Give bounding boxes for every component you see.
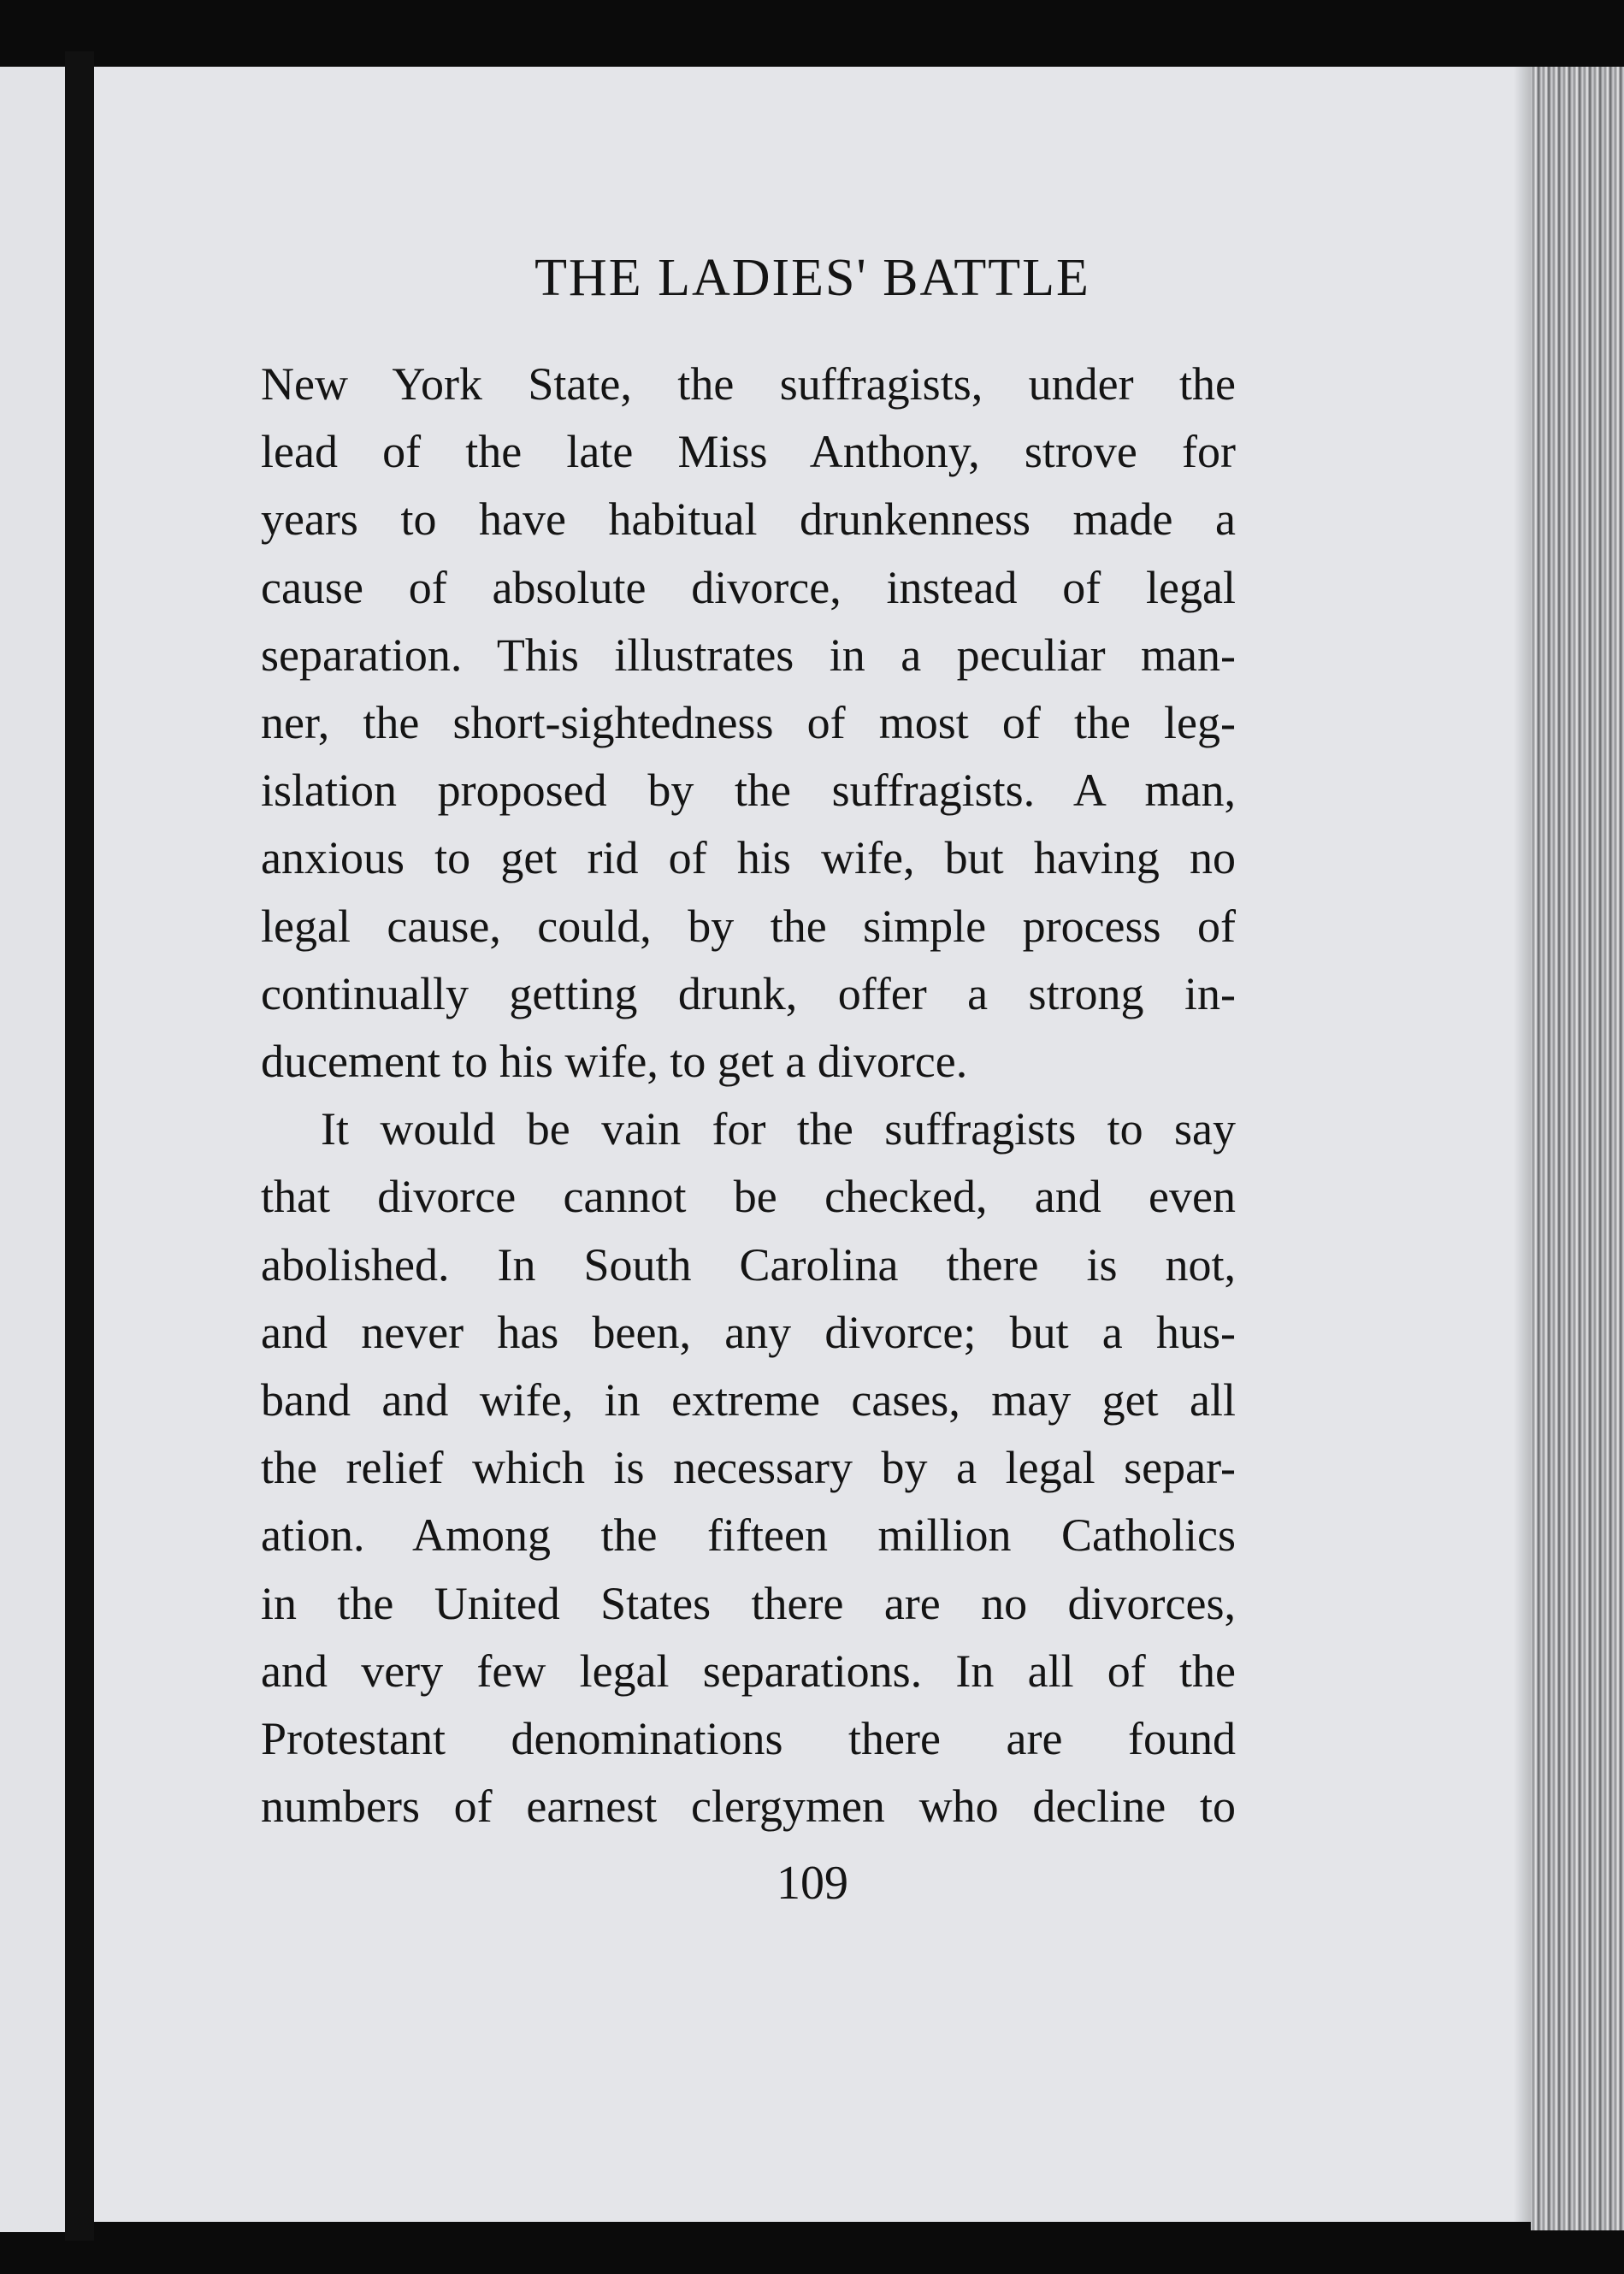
text-line: separation. This illustrates in a peculiar man-	[261, 629, 1236, 681]
text-line: numbers of earnest clergymen who decline to	[261, 1781, 1236, 1833]
text-line: lead of the late Miss Anthony, strove for	[261, 426, 1236, 478]
text-line: abolished. In South Carolina there is not,	[261, 1238, 1236, 1291]
text-line: ation. Among the fifteen million Catholics	[261, 1509, 1236, 1562]
text-line: in the United States there are no divorces,	[261, 1577, 1236, 1629]
text-line: the relief which is necessary by a legal separ-	[261, 1442, 1236, 1494]
text-line: ducement to his wife, to get a divorce.	[261, 1036, 968, 1088]
text-line: continually getting drunk, offer a strong in-	[261, 967, 1236, 1019]
text-line: band and wife, in extreme cases, may get all	[261, 1374, 1236, 1426]
left-page-sliver	[0, 67, 65, 2232]
page-number: 109	[777, 1857, 848, 1910]
text-line: islation proposed by the suffragists. A man,	[261, 765, 1236, 817]
running-head: THE LADIES' BATTLE	[534, 249, 1090, 307]
text-line: anxious to get rid of his wife, but having no	[261, 832, 1236, 884]
text-line: cause of absolute divorce, instead of legal	[261, 561, 1236, 613]
page-edges	[1531, 67, 1624, 2230]
text-line: It would be vain for the suffragists to say	[321, 1103, 1236, 1155]
body-text	[261, 351, 1236, 1840]
text-line: Protestant denominations there are found	[261, 1713, 1236, 1765]
text-line: ner, the short-sightedness of most of the leg-	[261, 697, 1236, 749]
text-line: and never has been, any divorce; but a hus-	[261, 1306, 1236, 1358]
book-gutter	[65, 51, 94, 2241]
text-line: and very few legal separations. In all of the	[261, 1645, 1236, 1697]
text-line: New York State, the suffragists, under the	[261, 358, 1236, 410]
text-line: legal cause, could, by the simple process of	[261, 900, 1236, 952]
text-line: that divorce cannot be checked, and even	[261, 1171, 1236, 1223]
text-line: years to have habitual drunkenness made a	[261, 493, 1236, 546]
